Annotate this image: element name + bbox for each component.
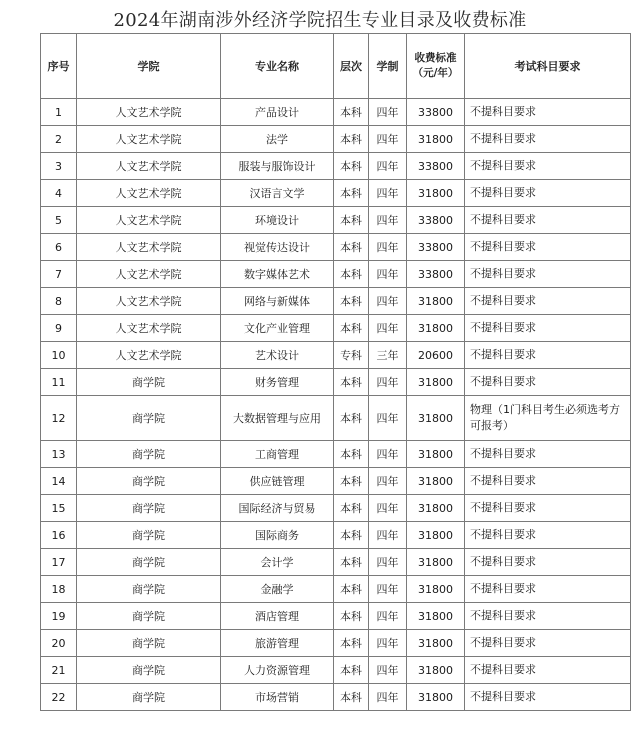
cell-major: 数字媒体艺术	[221, 261, 334, 288]
cell-fee: 31800	[407, 315, 465, 342]
cell-level: 本科	[334, 126, 369, 153]
cell-college: 人文艺术学院	[77, 126, 221, 153]
cell-major: 财务管理	[221, 369, 334, 396]
cell-level: 本科	[334, 234, 369, 261]
table-row	[41, 468, 631, 495]
cell-major: 环境设计	[221, 207, 334, 234]
cell-major: 法学	[221, 126, 334, 153]
cell-college: 人文艺术学院	[77, 207, 221, 234]
cell-major: 国际经济与贸易	[221, 495, 334, 522]
cell-major: 工商管理	[221, 441, 334, 468]
table-row	[41, 495, 631, 522]
table-row	[41, 153, 631, 180]
cell-seq: 6	[41, 234, 77, 261]
cell-requirement: 不提科目要求	[465, 207, 631, 234]
page-title: 2024年湖南涉外经济学院招生专业目录及收费标准	[113, 10, 527, 31]
cell-seq: 8	[41, 288, 77, 315]
table-row	[41, 657, 631, 684]
cell-fee: 20600	[407, 342, 465, 369]
table-row	[41, 261, 631, 288]
cell-requirement: 不提科目要求	[465, 549, 631, 576]
cell-fee: 33800	[407, 234, 465, 261]
table-row	[41, 630, 631, 657]
cell-duration: 四年	[369, 495, 407, 522]
cell-requirement: 不提科目要求	[465, 180, 631, 207]
cell-fee: 31800	[407, 288, 465, 315]
cell-level: 本科	[334, 549, 369, 576]
table-row	[41, 369, 631, 396]
cell-duration: 四年	[369, 288, 407, 315]
cell-requirement: 不提科目要求	[465, 234, 631, 261]
cell-level: 本科	[334, 396, 369, 441]
cell-requirement: 不提科目要求	[465, 261, 631, 288]
header-seq: 序号	[41, 34, 77, 99]
table-row	[41, 342, 631, 369]
cell-fee: 33800	[407, 99, 465, 126]
cell-major: 市场营销	[221, 684, 334, 711]
table-body	[41, 99, 631, 711]
cell-fee: 33800	[407, 153, 465, 180]
cell-seq: 10	[41, 342, 77, 369]
cell-requirement: 不提科目要求	[465, 441, 631, 468]
cell-level: 本科	[334, 468, 369, 495]
cell-college: 人文艺术学院	[77, 342, 221, 369]
cell-seq: 21	[41, 657, 77, 684]
cell-level: 本科	[334, 261, 369, 288]
cell-duration: 四年	[369, 684, 407, 711]
cell-seq: 22	[41, 684, 77, 711]
cell-duration: 四年	[369, 396, 407, 441]
table-row	[41, 522, 631, 549]
cell-fee: 31800	[407, 549, 465, 576]
cell-level: 本科	[334, 603, 369, 630]
cell-major: 酒店管理	[221, 603, 334, 630]
cell-requirement: 不提科目要求	[465, 657, 631, 684]
cell-fee: 31800	[407, 441, 465, 468]
cell-duration: 四年	[369, 603, 407, 630]
table-row	[41, 288, 631, 315]
cell-college: 人文艺术学院	[77, 99, 221, 126]
cell-level: 本科	[334, 630, 369, 657]
cell-college: 商学院	[77, 468, 221, 495]
table-row	[41, 99, 631, 126]
cell-fee: 31800	[407, 369, 465, 396]
cell-college: 人文艺术学院	[77, 315, 221, 342]
cell-requirement: 不提科目要求	[465, 684, 631, 711]
cell-college: 商学院	[77, 549, 221, 576]
cell-fee: 31800	[407, 468, 465, 495]
cell-seq: 12	[41, 396, 77, 441]
cell-seq: 4	[41, 180, 77, 207]
cell-duration: 四年	[369, 657, 407, 684]
cell-duration: 三年	[369, 342, 407, 369]
cell-major: 人力资源管理	[221, 657, 334, 684]
cell-level: 本科	[334, 99, 369, 126]
cell-requirement: 不提科目要求	[465, 468, 631, 495]
cell-seq: 3	[41, 153, 77, 180]
table-row	[41, 603, 631, 630]
table-row	[41, 576, 631, 603]
cell-duration: 四年	[369, 369, 407, 396]
cell-college: 商学院	[77, 522, 221, 549]
cell-seq: 5	[41, 207, 77, 234]
cell-requirement: 不提科目要求	[465, 342, 631, 369]
cell-level: 本科	[334, 441, 369, 468]
cell-duration: 四年	[369, 315, 407, 342]
cell-seq: 14	[41, 468, 77, 495]
cell-level: 本科	[334, 288, 369, 315]
cell-college: 人文艺术学院	[77, 180, 221, 207]
cell-major: 网络与新媒体	[221, 288, 334, 315]
cell-duration: 四年	[369, 441, 407, 468]
cell-college: 人文艺术学院	[77, 153, 221, 180]
cell-fee: 31800	[407, 630, 465, 657]
cell-major: 产品设计	[221, 99, 334, 126]
cell-level: 本科	[334, 495, 369, 522]
cell-level: 本科	[334, 153, 369, 180]
cell-major: 汉语言文学	[221, 180, 334, 207]
cell-duration: 四年	[369, 99, 407, 126]
cell-requirement: 不提科目要求	[465, 288, 631, 315]
cell-seq: 2	[41, 126, 77, 153]
header-duration: 学制	[369, 34, 407, 99]
cell-requirement: 不提科目要求	[465, 126, 631, 153]
cell-duration: 四年	[369, 261, 407, 288]
cell-seq: 18	[41, 576, 77, 603]
cell-requirement: 不提科目要求	[465, 99, 631, 126]
cell-seq: 1	[41, 99, 77, 126]
cell-level: 本科	[334, 576, 369, 603]
header-level: 层次	[334, 34, 369, 99]
cell-seq: 20	[41, 630, 77, 657]
cell-requirement: 不提科目要求	[465, 630, 631, 657]
header-major: 专业名称	[221, 34, 334, 99]
cell-duration: 四年	[369, 126, 407, 153]
cell-level: 本科	[334, 315, 369, 342]
table-row	[41, 207, 631, 234]
header-fee: 收费标准（元/年）	[407, 34, 465, 99]
cell-fee: 31800	[407, 396, 465, 441]
cell-college: 商学院	[77, 369, 221, 396]
cell-level: 专科	[334, 342, 369, 369]
cell-level: 本科	[334, 522, 369, 549]
header-requirement: 考试科目要求	[465, 34, 631, 99]
cell-duration: 四年	[369, 234, 407, 261]
cell-college: 商学院	[77, 396, 221, 441]
table-row	[41, 234, 631, 261]
cell-requirement: 不提科目要求	[465, 576, 631, 603]
cell-fee: 31800	[407, 495, 465, 522]
cell-fee: 33800	[407, 207, 465, 234]
cell-level: 本科	[334, 657, 369, 684]
cell-college: 人文艺术学院	[77, 288, 221, 315]
cell-duration: 四年	[369, 522, 407, 549]
cell-seq: 13	[41, 441, 77, 468]
cell-requirement: 不提科目要求	[465, 495, 631, 522]
cell-major: 大数据管理与应用	[221, 396, 334, 441]
cell-major: 国际商务	[221, 522, 334, 549]
cell-college: 商学院	[77, 603, 221, 630]
cell-major: 服装与服饰设计	[221, 153, 334, 180]
cell-fee: 31800	[407, 522, 465, 549]
table-row	[41, 126, 631, 153]
cell-duration: 四年	[369, 468, 407, 495]
cell-major: 文化产业管理	[221, 315, 334, 342]
cell-duration: 四年	[369, 630, 407, 657]
table-row	[41, 180, 631, 207]
cell-major: 金融学	[221, 576, 334, 603]
cell-fee: 31800	[407, 603, 465, 630]
cell-major: 旅游管理	[221, 630, 334, 657]
cell-major: 供应链管理	[221, 468, 334, 495]
cell-duration: 四年	[369, 207, 407, 234]
cell-requirement: 不提科目要求	[465, 522, 631, 549]
cell-college: 商学院	[77, 576, 221, 603]
header-college: 学院	[77, 34, 221, 99]
cell-level: 本科	[334, 684, 369, 711]
cell-duration: 四年	[369, 153, 407, 180]
cell-fee: 31800	[407, 126, 465, 153]
cell-college: 商学院	[77, 495, 221, 522]
table-row	[41, 684, 631, 711]
cell-college: 商学院	[77, 441, 221, 468]
cell-fee: 31800	[407, 576, 465, 603]
cell-seq: 9	[41, 315, 77, 342]
cell-college: 商学院	[77, 657, 221, 684]
cell-level: 本科	[334, 180, 369, 207]
cell-seq: 19	[41, 603, 77, 630]
cell-fee: 33800	[407, 261, 465, 288]
cell-college: 商学院	[77, 630, 221, 657]
table-row	[41, 549, 631, 576]
cell-major: 视觉传达设计	[221, 234, 334, 261]
cell-duration: 四年	[369, 549, 407, 576]
cell-college: 商学院	[77, 684, 221, 711]
cell-requirement: 不提科目要求	[465, 603, 631, 630]
cell-major: 会计学	[221, 549, 334, 576]
table-row	[41, 396, 631, 441]
cell-seq: 11	[41, 369, 77, 396]
cell-fee: 31800	[407, 180, 465, 207]
cell-level: 本科	[334, 207, 369, 234]
cell-college: 人文艺术学院	[77, 234, 221, 261]
cell-duration: 四年	[369, 180, 407, 207]
table-header-row	[41, 34, 631, 99]
cell-level: 本科	[334, 369, 369, 396]
cell-fee: 31800	[407, 657, 465, 684]
cell-requirement: 不提科目要求	[465, 369, 631, 396]
table-row	[41, 315, 631, 342]
cell-seq: 7	[41, 261, 77, 288]
cell-seq: 16	[41, 522, 77, 549]
table-row	[41, 441, 631, 468]
cell-college: 人文艺术学院	[77, 261, 221, 288]
cell-requirement: 物理（1门科目考生必须选考方可报考）	[465, 396, 631, 441]
cell-seq: 15	[41, 495, 77, 522]
major-catalog-table	[40, 33, 631, 711]
cell-requirement: 不提科目要求	[465, 153, 631, 180]
cell-duration: 四年	[369, 576, 407, 603]
cell-seq: 17	[41, 549, 77, 576]
cell-fee: 31800	[407, 684, 465, 711]
cell-major: 艺术设计	[221, 342, 334, 369]
cell-requirement: 不提科目要求	[465, 315, 631, 342]
